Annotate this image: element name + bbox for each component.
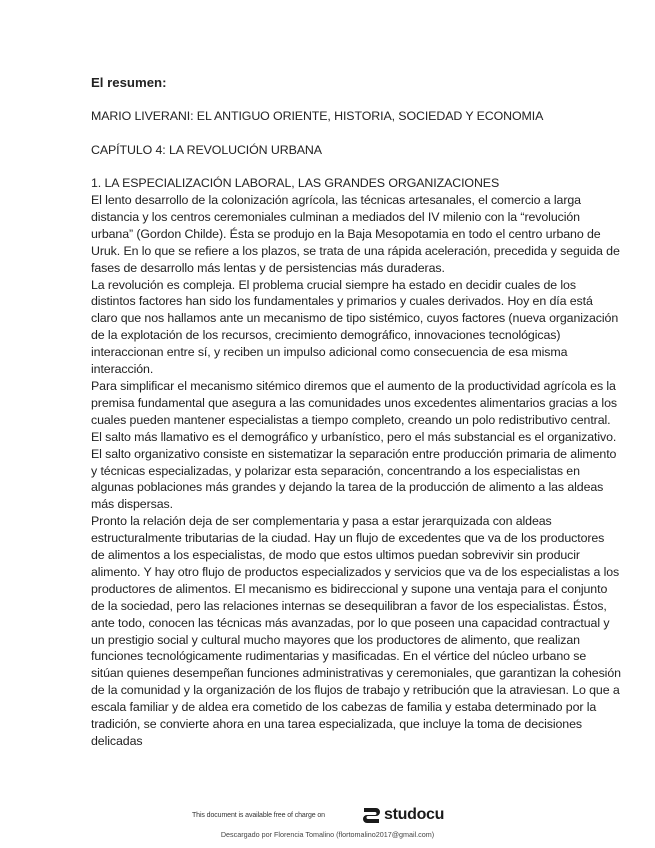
- chapter-title: CAPÍTULO 4: LA REVOLUCIÓN URBANA: [91, 143, 322, 157]
- studocu-brand-text: studocu: [384, 806, 445, 823]
- paragraph-1: El lento desarrollo de la colonización agrícola, las técnicas artesanales, el comercio a larga distancia y los centros ceremoniales culminan a mediados del IV milenio con la “revolución urbana” (Gordon Childe). Ésta se produjo en la Baja Mesopotamia en todo el centro urbano de Uruk. En lo que se refiere a los plazos, se trata de una rápida aceleración, precedida y seguida de fases de desarrollo más lentas y de persistencias más duraderas.: [91, 193, 620, 275]
- paragraph-2: La revolución es compleja. El problema crucial siempre ha estado en decidir cuales de los distintos factores han sido los fundamentales y primarios y cuales derivados. Hoy en día está claro que nos hallamos ante un mecanismo de tipo sistémico, cuyos factores (nueva organización de la explotación de los recursos, crecimiento demográfico, innovaciones tecnológicas) interaccionan entre sí, y reciben un impulso adicional como consecuencia de esa misma interacción.: [91, 277, 619, 377]
- paragraph-3: Para simplificar el mecanismo sitémico diremos que el aumento de la productividad agrícola es la premisa fundamental que asegura a las comunidades unos excedentes alimentarios gracias a los cuales pueden mantener especialistas a tiempo completo, creando un polo redistributivo central. El salto más llamativo es el demográfico y urbanístico, pero el más substancial es el organizativo.: [91, 378, 617, 444]
- section-title: 1. LA ESPECIALIZACIÓN LABORAL, LAS GRANDES ORGANIZACIONES: [91, 176, 500, 190]
- paragraph-5: Pronto la relación deja de ser complementaria y pasa a estar jerarquizada con aldeas estructuralmente tributarias de la ciudad. Hay un flujo de excedentes que va de los productores de alimentos a los especialistas, de modo que estos ultimos puedan sobrevivir sin producir alimento. Y hay otro flujo de productos especializados y servicios que va de los especialistas a los productores de alimentos. El mecanismo es bidireccional y supone una ventaja para el conjunto de la sociedad, pero las relaciones internas se desequilibran a favor de los especialistas. Éstos, ante todo, conocen las técnicas más avanzadas, por lo que poseen una capacidad contractual y un prestigio social y cultural mucho mayores que los productores de alimento, que realizan funciones tecnológicamente rudimentarias y masificadas. En el vértice del núcleo urbano se sitúan quienes desempeñan funciones administrativas y ceremoniales, que garantizan la cohesión de la comunidad y la organización de los flujos de trabajo y retribución que la atraviesan. Lo que a escala familiar y de aldea era cometido de los cabezas de familia y estaba determinado por la tradición, se convierte ahora en una tarea especializada, que incluye la toma de decisiones delicadas: [91, 514, 621, 748]
- paragraph-4: El salto organizativo consiste en sistematizar la separación entre producción primaria de alimento y técnicas especializadas, y polarizar esta separación, concentrando a los especialistas en algunas poblaciones más grandes y dejando la tarea de la producción de alimento a las aldeas más dispersas.: [91, 446, 617, 512]
- availability-note: This document is available free of charge on: [192, 812, 325, 819]
- download-attribution: Descargado por Florencia Tomalino (flortomalino2017@gmail.com): [220, 830, 435, 839]
- author-title: MARIO LIVERANI: EL ANTIGUO ORIENTE, HISTORIA, SOCIEDAD Y ECONOMIA: [91, 109, 544, 123]
- summary-heading: El resumen:: [91, 75, 167, 90]
- studocu-logo-link[interactable]: [360, 804, 444, 826]
- page-footer: [0, 800, 655, 848]
- document-content: [91, 74, 621, 750]
- studocu-logo-icon: [360, 804, 382, 826]
